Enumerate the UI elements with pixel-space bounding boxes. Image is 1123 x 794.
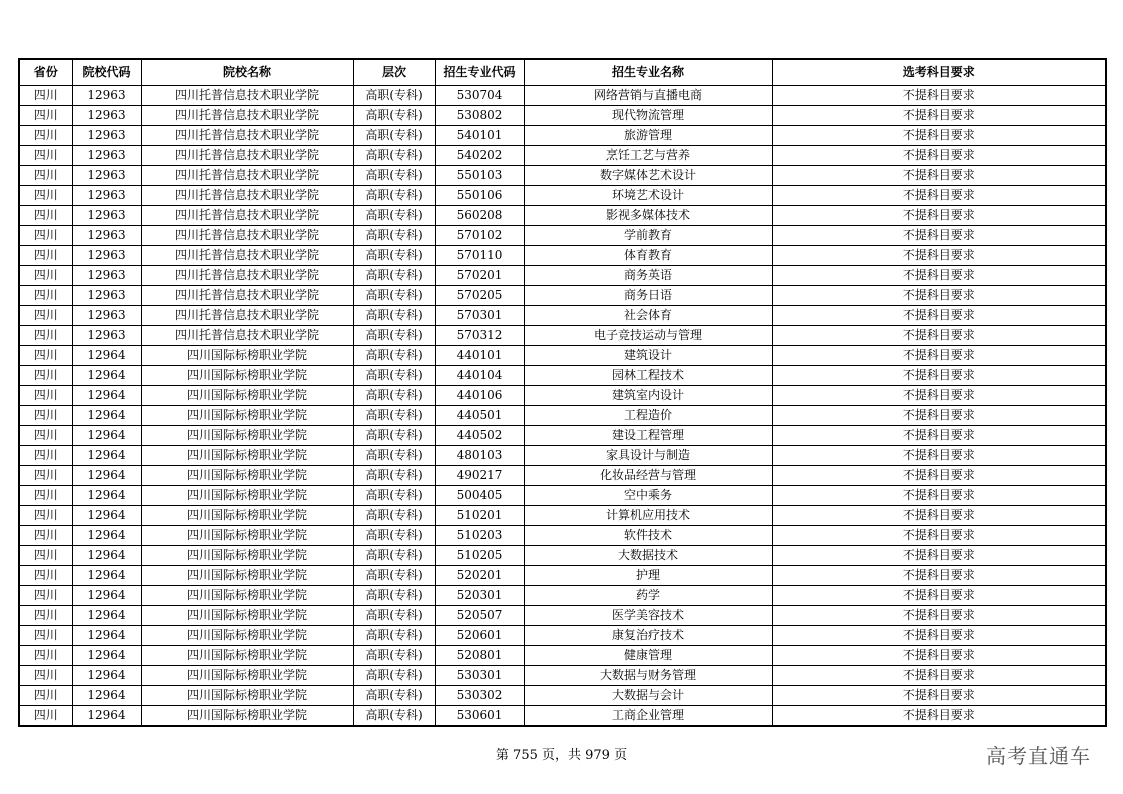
cell-level: 高职(专科) (353, 526, 435, 546)
cell-school-name: 四川托普信息技术职业学院 (141, 326, 353, 346)
table-row (19, 706, 1106, 727)
cell-subject-requirement: 不提科目要求 (772, 286, 1106, 306)
cell-major-code: 520507 (435, 606, 524, 626)
cell-subject-requirement: 不提科目要求 (772, 346, 1106, 366)
cell-school-name: 四川国际标榜职业学院 (141, 546, 353, 566)
cell-school-name: 四川国际标榜职业学院 (141, 406, 353, 426)
cell-school-code: 12964 (72, 486, 141, 506)
cell-school-code: 12964 (72, 546, 141, 566)
cell-school-code: 12964 (72, 506, 141, 526)
cell-province: 四川 (19, 246, 72, 266)
cell-school-code: 12964 (72, 466, 141, 486)
cell-level: 高职(专科) (353, 406, 435, 426)
cell-major-code: 480103 (435, 446, 524, 466)
cell-subject-requirement: 不提科目要求 (772, 246, 1106, 266)
table-row (19, 366, 1106, 386)
header-row (19, 59, 1106, 86)
cell-school-name: 四川托普信息技术职业学院 (141, 286, 353, 306)
cell-major-name: 网络营销与直播电商 (524, 86, 772, 106)
cell-level: 高职(专科) (353, 606, 435, 626)
cell-level: 高职(专科) (353, 206, 435, 226)
table-row (19, 646, 1106, 666)
cell-school-code: 12964 (72, 346, 141, 366)
cell-major-name: 药学 (524, 586, 772, 606)
cell-school-code: 12964 (72, 386, 141, 406)
cell-school-code: 12964 (72, 406, 141, 426)
cell-level: 高职(专科) (353, 126, 435, 146)
cell-school-code: 12964 (72, 606, 141, 626)
cell-major-code: 520301 (435, 586, 524, 606)
cell-school-name: 四川托普信息技术职业学院 (141, 306, 353, 326)
table-row (19, 266, 1106, 286)
table-row (19, 586, 1106, 606)
cell-major-code: 530301 (435, 666, 524, 686)
cell-school-code: 12963 (72, 266, 141, 286)
cell-school-code: 12964 (72, 626, 141, 646)
cell-school-name: 四川托普信息技术职业学院 (141, 206, 353, 226)
header-province: 省份 (19, 59, 72, 86)
cell-level: 高职(专科) (353, 246, 435, 266)
table-row (19, 406, 1106, 426)
cell-province: 四川 (19, 566, 72, 586)
cell-level: 高职(专科) (353, 226, 435, 246)
cell-major-code: 440501 (435, 406, 524, 426)
cell-major-code: 440502 (435, 426, 524, 446)
table-row (19, 306, 1106, 326)
cell-school-code: 12964 (72, 566, 141, 586)
cell-major-code: 440101 (435, 346, 524, 366)
cell-school-name: 四川国际标榜职业学院 (141, 466, 353, 486)
cell-school-name: 四川国际标榜职业学院 (141, 586, 353, 606)
cell-province: 四川 (19, 286, 72, 306)
cell-subject-requirement: 不提科目要求 (772, 226, 1106, 246)
cell-subject-requirement: 不提科目要求 (772, 606, 1106, 626)
cell-school-code: 12964 (72, 586, 141, 606)
cell-major-name: 环境艺术设计 (524, 186, 772, 206)
table-row (19, 246, 1106, 266)
cell-major-code: 560208 (435, 206, 524, 226)
cell-province: 四川 (19, 426, 72, 446)
cell-subject-requirement: 不提科目要求 (772, 646, 1106, 666)
cell-level: 高职(专科) (353, 446, 435, 466)
cell-province: 四川 (19, 346, 72, 366)
cell-subject-requirement: 不提科目要求 (772, 626, 1106, 646)
cell-major-code: 570110 (435, 246, 524, 266)
cell-school-code: 12963 (72, 226, 141, 246)
cell-province: 四川 (19, 86, 72, 106)
cell-school-name: 四川托普信息技术职业学院 (141, 246, 353, 266)
cell-major-name: 大数据与财务管理 (524, 666, 772, 686)
cell-major-name: 大数据技术 (524, 546, 772, 566)
table-row (19, 626, 1106, 646)
cell-subject-requirement: 不提科目要求 (772, 666, 1106, 686)
cell-province: 四川 (19, 606, 72, 626)
header-school-code: 院校代码 (72, 59, 141, 86)
table-row (19, 186, 1106, 206)
cell-province: 四川 (19, 266, 72, 286)
header-major-code: 招生专业代码 (435, 59, 524, 86)
header-school-name: 院校名称 (141, 59, 353, 86)
cell-subject-requirement: 不提科目要求 (772, 586, 1106, 606)
header-major-name: 招生专业名称 (524, 59, 772, 86)
cell-subject-requirement: 不提科目要求 (772, 86, 1106, 106)
cell-major-code: 510205 (435, 546, 524, 566)
cell-province: 四川 (19, 686, 72, 706)
cell-school-code: 12963 (72, 246, 141, 266)
cell-school-name: 四川托普信息技术职业学院 (141, 86, 353, 106)
cell-major-name: 工程造价 (524, 406, 772, 426)
cell-level: 高职(专科) (353, 486, 435, 506)
cell-school-code: 12964 (72, 446, 141, 466)
cell-school-code: 12963 (72, 286, 141, 306)
cell-school-code: 12963 (72, 126, 141, 146)
cell-school-code: 12964 (72, 426, 141, 446)
cell-subject-requirement: 不提科目要求 (772, 386, 1106, 406)
cell-level: 高职(专科) (353, 466, 435, 486)
table-row (19, 326, 1106, 346)
cell-major-code: 530302 (435, 686, 524, 706)
cell-school-code: 12964 (72, 526, 141, 546)
cell-school-code: 12963 (72, 326, 141, 346)
cell-major-name: 旅游管理 (524, 126, 772, 146)
watermark-logo: 高考直通车 (986, 744, 1091, 768)
cell-school-name: 四川国际标榜职业学院 (141, 346, 353, 366)
cell-school-code: 12963 (72, 106, 141, 126)
cell-level: 高职(专科) (353, 626, 435, 646)
cell-major-name: 软件技术 (524, 526, 772, 546)
cell-major-name: 体育教育 (524, 246, 772, 266)
cell-level: 高职(专科) (353, 106, 435, 126)
cell-subject-requirement: 不提科目要求 (772, 506, 1106, 526)
cell-major-name: 学前教育 (524, 226, 772, 246)
cell-major-name: 空中乘务 (524, 486, 772, 506)
cell-school-code: 12964 (72, 706, 141, 727)
cell-major-code: 440104 (435, 366, 524, 386)
cell-school-code: 12964 (72, 366, 141, 386)
cell-level: 高职(专科) (353, 166, 435, 186)
cell-major-name: 康复治疗技术 (524, 626, 772, 646)
cell-school-name: 四川国际标榜职业学院 (141, 386, 353, 406)
cell-level: 高职(专科) (353, 586, 435, 606)
cell-major-name: 护理 (524, 566, 772, 586)
cell-subject-requirement: 不提科目要求 (772, 566, 1106, 586)
cell-province: 四川 (19, 166, 72, 186)
cell-major-name: 化妆品经营与管理 (524, 466, 772, 486)
cell-subject-requirement: 不提科目要求 (772, 366, 1106, 386)
table-row (19, 346, 1106, 366)
cell-major-code: 570301 (435, 306, 524, 326)
cell-province: 四川 (19, 106, 72, 126)
cell-province: 四川 (19, 146, 72, 166)
cell-subject-requirement: 不提科目要求 (772, 186, 1106, 206)
cell-major-code: 550106 (435, 186, 524, 206)
cell-school-name: 四川托普信息技术职业学院 (141, 106, 353, 126)
cell-school-name: 四川托普信息技术职业学院 (141, 186, 353, 206)
cell-province: 四川 (19, 646, 72, 666)
cell-school-name: 四川国际标榜职业学院 (141, 646, 353, 666)
table-row (19, 426, 1106, 446)
cell-province: 四川 (19, 706, 72, 727)
cell-school-name: 四川国际标榜职业学院 (141, 566, 353, 586)
cell-school-name: 四川托普信息技术职业学院 (141, 226, 353, 246)
table-row (19, 166, 1106, 186)
cell-school-name: 四川国际标榜职业学院 (141, 506, 353, 526)
table-row (19, 446, 1106, 466)
cell-school-code: 12963 (72, 146, 141, 166)
cell-major-name: 社会体育 (524, 306, 772, 326)
cell-major-name: 医学美容技术 (524, 606, 772, 626)
table-row (19, 466, 1106, 486)
cell-school-code: 12963 (72, 186, 141, 206)
table-row (19, 206, 1106, 226)
cell-major-code: 530704 (435, 86, 524, 106)
cell-major-code: 440106 (435, 386, 524, 406)
cell-major-name: 商务英语 (524, 266, 772, 286)
cell-school-name: 四川托普信息技术职业学院 (141, 146, 353, 166)
cell-subject-requirement: 不提科目要求 (772, 146, 1106, 166)
table-row (19, 526, 1106, 546)
cell-subject-requirement: 不提科目要求 (772, 546, 1106, 566)
cell-major-name: 园林工程技术 (524, 366, 772, 386)
cell-level: 高职(专科) (353, 346, 435, 366)
cell-subject-requirement: 不提科目要求 (772, 426, 1106, 446)
cell-school-code: 12964 (72, 646, 141, 666)
cell-province: 四川 (19, 666, 72, 686)
cell-subject-requirement: 不提科目要求 (772, 126, 1106, 146)
cell-school-code: 12963 (72, 306, 141, 326)
cell-school-code: 12964 (72, 686, 141, 706)
cell-level: 高职(专科) (353, 326, 435, 346)
cell-province: 四川 (19, 586, 72, 606)
cell-level: 高职(专科) (353, 506, 435, 526)
cell-school-name: 四川国际标榜职业学院 (141, 686, 353, 706)
cell-major-code: 570312 (435, 326, 524, 346)
cell-school-code: 12963 (72, 166, 141, 186)
table-row (19, 566, 1106, 586)
cell-major-name: 电子竞技运动与管理 (524, 326, 772, 346)
cell-subject-requirement: 不提科目要求 (772, 326, 1106, 346)
cell-major-name: 现代物流管理 (524, 106, 772, 126)
cell-major-code: 540101 (435, 126, 524, 146)
cell-major-name: 建筑室内设计 (524, 386, 772, 406)
cell-level: 高职(专科) (353, 686, 435, 706)
header-level: 层次 (353, 59, 435, 86)
cell-province: 四川 (19, 126, 72, 146)
cell-major-code: 520201 (435, 566, 524, 586)
cell-major-code: 500405 (435, 486, 524, 506)
table-row (19, 106, 1106, 126)
cell-major-code: 550103 (435, 166, 524, 186)
header-subject-requirement: 选考科目要求 (772, 59, 1106, 86)
table-row (19, 666, 1106, 686)
cell-school-code: 12964 (72, 666, 141, 686)
cell-level: 高职(专科) (353, 426, 435, 446)
cell-major-code: 510201 (435, 506, 524, 526)
cell-major-code: 570102 (435, 226, 524, 246)
cell-subject-requirement: 不提科目要求 (772, 486, 1106, 506)
cell-province: 四川 (19, 306, 72, 326)
cell-level: 高职(专科) (353, 546, 435, 566)
cell-subject-requirement: 不提科目要求 (772, 406, 1106, 426)
cell-province: 四川 (19, 626, 72, 646)
cell-province: 四川 (19, 406, 72, 426)
cell-level: 高职(专科) (353, 386, 435, 406)
cell-province: 四川 (19, 506, 72, 526)
cell-province: 四川 (19, 366, 72, 386)
cell-major-name: 大数据与会计 (524, 686, 772, 706)
table-row (19, 126, 1106, 146)
cell-subject-requirement: 不提科目要求 (772, 306, 1106, 326)
cell-subject-requirement: 不提科目要求 (772, 266, 1106, 286)
page-number: 第 755 页，共 979 页 (495, 748, 628, 763)
cell-level: 高职(专科) (353, 266, 435, 286)
cell-subject-requirement: 不提科目要求 (772, 106, 1106, 126)
cell-school-name: 四川国际标榜职业学院 (141, 366, 353, 386)
cell-province: 四川 (19, 446, 72, 466)
cell-school-name: 四川托普信息技术职业学院 (141, 266, 353, 286)
cell-level: 高职(专科) (353, 566, 435, 586)
cell-subject-requirement: 不提科目要求 (772, 166, 1106, 186)
enrollment-table (18, 58, 1107, 727)
cell-major-code: 540202 (435, 146, 524, 166)
cell-major-name: 烹饪工艺与营养 (524, 146, 772, 166)
cell-province: 四川 (19, 546, 72, 566)
cell-province: 四川 (19, 206, 72, 226)
cell-major-name: 商务日语 (524, 286, 772, 306)
cell-major-code: 570201 (435, 266, 524, 286)
table-row (19, 146, 1106, 166)
table-row (19, 226, 1106, 246)
cell-province: 四川 (19, 486, 72, 506)
cell-subject-requirement: 不提科目要求 (772, 446, 1106, 466)
cell-school-name: 四川国际标榜职业学院 (141, 626, 353, 646)
cell-school-name: 四川国际标榜职业学院 (141, 446, 353, 466)
cell-province: 四川 (19, 526, 72, 546)
cell-major-code: 490217 (435, 466, 524, 486)
cell-major-name: 计算机应用技术 (524, 506, 772, 526)
cell-major-name: 工商企业管理 (524, 706, 772, 727)
table-body (19, 86, 1106, 727)
cell-major-name: 健康管理 (524, 646, 772, 666)
cell-level: 高职(专科) (353, 706, 435, 727)
cell-subject-requirement: 不提科目要求 (772, 466, 1106, 486)
table-row (19, 286, 1106, 306)
cell-major-code: 510203 (435, 526, 524, 546)
table-row (19, 506, 1106, 526)
cell-major-name: 建筑设计 (524, 346, 772, 366)
table-row (19, 486, 1106, 506)
cell-major-code: 520601 (435, 626, 524, 646)
cell-province: 四川 (19, 326, 72, 346)
cell-subject-requirement: 不提科目要求 (772, 206, 1106, 226)
cell-school-name: 四川托普信息技术职业学院 (141, 126, 353, 146)
cell-school-name: 四川国际标榜职业学院 (141, 526, 353, 546)
cell-school-name: 四川国际标榜职业学院 (141, 426, 353, 446)
cell-major-code: 520801 (435, 646, 524, 666)
table-row (19, 686, 1106, 706)
cell-subject-requirement: 不提科目要求 (772, 686, 1106, 706)
cell-level: 高职(专科) (353, 306, 435, 326)
cell-school-name: 四川国际标榜职业学院 (141, 486, 353, 506)
table-row (19, 606, 1106, 626)
cell-level: 高职(专科) (353, 86, 435, 106)
cell-school-name: 四川国际标榜职业学院 (141, 606, 353, 626)
cell-level: 高职(专科) (353, 666, 435, 686)
cell-level: 高职(专科) (353, 146, 435, 166)
table-row (19, 546, 1106, 566)
cell-province: 四川 (19, 466, 72, 486)
cell-major-code: 570205 (435, 286, 524, 306)
cell-major-name: 建设工程管理 (524, 426, 772, 446)
cell-school-name: 四川托普信息技术职业学院 (141, 166, 353, 186)
cell-school-name: 四川国际标榜职业学院 (141, 706, 353, 727)
cell-level: 高职(专科) (353, 186, 435, 206)
cell-subject-requirement: 不提科目要求 (772, 706, 1106, 727)
cell-major-name: 家具设计与制造 (524, 446, 772, 466)
cell-subject-requirement: 不提科目要求 (772, 526, 1106, 546)
table-row (19, 386, 1106, 406)
cell-major-name: 影视多媒体技术 (524, 206, 772, 226)
cell-school-code: 12963 (72, 206, 141, 226)
table-header (19, 59, 1106, 86)
table-row (19, 86, 1106, 106)
cell-major-code: 530802 (435, 106, 524, 126)
cell-level: 高职(专科) (353, 646, 435, 666)
cell-school-code: 12963 (72, 86, 141, 106)
cell-major-code: 530601 (435, 706, 524, 727)
cell-level: 高职(专科) (353, 286, 435, 306)
cell-major-name: 数字媒体艺术设计 (524, 166, 772, 186)
cell-level: 高职(专科) (353, 366, 435, 386)
cell-province: 四川 (19, 226, 72, 246)
cell-province: 四川 (19, 186, 72, 206)
cell-province: 四川 (19, 386, 72, 406)
cell-school-name: 四川国际标榜职业学院 (141, 666, 353, 686)
